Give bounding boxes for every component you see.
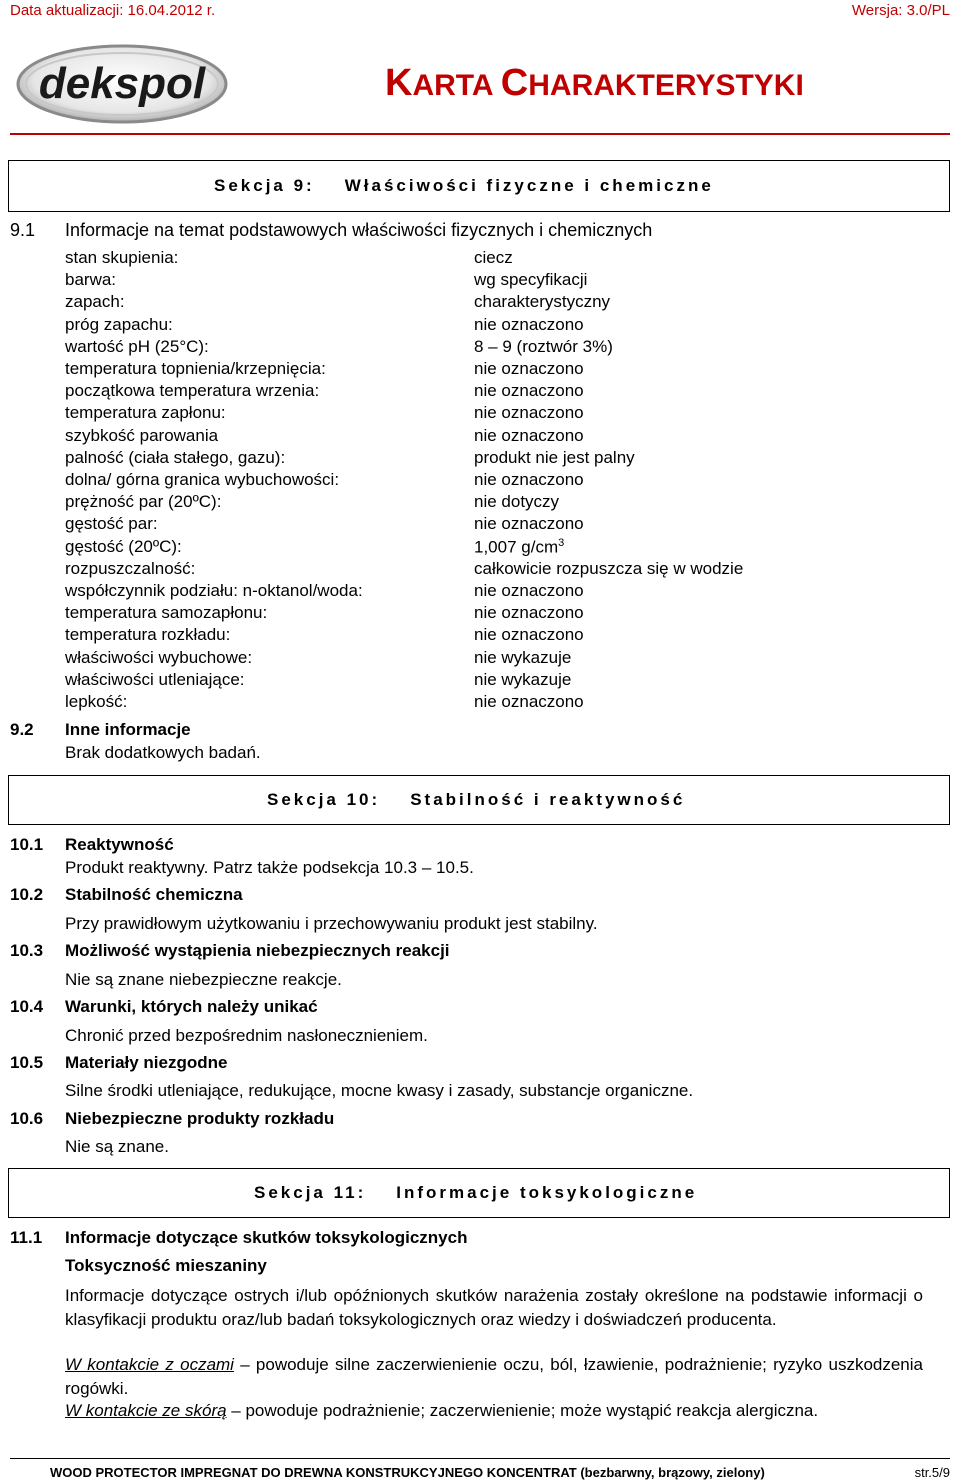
property-label: gęstość par: — [65, 514, 158, 534]
property-row — [65, 403, 905, 425]
subsection-number: 10.3 — [10, 941, 44, 960]
subsection-text: Nie są znane. — [65, 1137, 169, 1156]
property-value: ciecz — [474, 248, 513, 267]
subsection-number: 10.4 — [10, 997, 44, 1016]
property-value: charakterystyczny — [474, 292, 611, 312]
section-10-header: Sekcja 10: Stabilność i reaktywność — [8, 775, 950, 825]
property-value: nie oznaczono — [474, 470, 584, 489]
property-label: gęstość (20ºC): — [65, 536, 182, 556]
property-label: temperatura samozapłonu: — [65, 603, 268, 623]
property-row — [65, 559, 905, 581]
property-label: dolna/ górna granica wybuchowości: — [65, 470, 340, 489]
property-value: nie oznaczono — [474, 381, 584, 401]
property-row — [65, 359, 905, 381]
property-value: nie wykazuje — [474, 669, 572, 689]
density-unit-exponent: 3 — [558, 536, 565, 549]
property-label: palność (ciała stałego, gazu): — [65, 447, 286, 467]
property-value: 8 – 9 (roztwór 3%) — [474, 336, 613, 356]
subsection-9-2-text: Brak dodatkowych badań. — [65, 743, 261, 762]
property-row — [65, 315, 905, 337]
density-value — [474, 537, 564, 558]
document-title: KARTA CHARAKTERYSTYKI — [385, 62, 804, 104]
toxicity-info-paragraph: Informacje dotyczące ostrych i/lub opóźnionych skutków narażenia zostały określone na podstawie informacji o klasyfikacji produktu oraz/lub badań toksykologicznych oraz wiedzy i doświadczeń producenta. — [65, 1286, 923, 1329]
version-label: Wersja: 3.0/PL — [851, 2, 950, 19]
subsection-text: Nie są znane niebezpieczne reakcje. — [65, 970, 342, 989]
subsection-text: Chronić przed bezpośrednim nasłonecznieniem. — [65, 1026, 428, 1045]
property-value: nie oznaczono — [474, 359, 584, 378]
property-label: barwa: — [65, 270, 117, 290]
property-row — [65, 603, 905, 625]
property-value: nie wykazuje — [474, 647, 572, 667]
property-value: 1,007 g/cm — [474, 537, 559, 557]
property-label: lepkość: — [65, 692, 128, 711]
property-value: produkt nie jest palny — [474, 447, 635, 467]
subsection-number: 10.5 — [10, 1053, 44, 1072]
property-row — [65, 514, 905, 536]
property-row — [65, 448, 905, 470]
subsection-title: Możliwość wystąpienia niebezpiecznych reakcji — [65, 941, 450, 960]
subsection-9-1-number: 9.1 — [10, 220, 36, 240]
subsection-9-2-number: 9.2 — [10, 720, 34, 739]
property-label: właściwości utleniające: — [65, 669, 245, 689]
property-value: nie oznaczono — [474, 403, 584, 423]
property-label: temperatura zapłonu: — [65, 403, 226, 423]
property-row — [65, 648, 905, 670]
footer-divider — [10, 1458, 950, 1459]
property-label: szybkość parowania — [65, 425, 219, 445]
property-value: nie oznaczono — [474, 692, 584, 711]
property-value: nie oznaczono — [474, 314, 584, 334]
property-row — [65, 625, 905, 647]
property-label: wartość pH (25°C): — [65, 336, 209, 356]
property-label: stan skupienia: — [65, 248, 179, 267]
skin-contact-label: W kontakcie ze skórą — [65, 1401, 227, 1420]
subsection-9-2-title: Inne informacje — [65, 720, 191, 739]
property-label: temperatura rozkładu: — [65, 625, 231, 645]
property-value: nie oznaczono — [474, 603, 584, 623]
property-label: rozpuszczalność: — [65, 558, 196, 578]
property-label: zapach: — [65, 292, 125, 312]
property-label: właściwości wybuchowe: — [65, 647, 253, 667]
property-label: początkowa temperatura wrzenia: — [65, 381, 320, 401]
property-row — [65, 292, 905, 314]
property-value: nie oznaczono — [474, 581, 584, 600]
toxicity-mixture-title: Toksyczność mieszaniny — [65, 1256, 267, 1275]
property-row — [65, 248, 905, 270]
property-value: nie oznaczono — [474, 514, 584, 534]
property-row — [65, 381, 905, 403]
property-row — [65, 270, 905, 292]
logo-text: dekspol — [38, 59, 206, 108]
property-row — [65, 670, 905, 692]
subsection-title: Stabilność chemiczna — [65, 885, 243, 904]
property-label: próg zapachu: — [65, 314, 173, 334]
subsection-text: Przy prawidłowym użytkowaniu i przechowywaniu produkt jest stabilny. — [65, 914, 598, 933]
property-value: nie oznaczono — [474, 425, 584, 445]
property-label: temperatura topnienia/krzepnięcia: — [65, 359, 326, 378]
property-row — [65, 537, 905, 559]
subsection-number: 10.6 — [10, 1109, 44, 1128]
subsection-number: 10.2 — [10, 885, 44, 904]
subsection-text: Silne środki utleniające, redukujące, mocne kwasy i zasady, substancje organiczne. — [65, 1081, 694, 1100]
footer-product-name: WOOD PROTECTOR IMPREGNAT DO DREWNA KONSTRUKCYJNEGO KONCENTRAT (bezbarwny, brązowy, zielony) — [50, 1465, 765, 1480]
property-value: całkowicie rozpuszcza się w wodzie — [474, 558, 744, 578]
property-row — [65, 581, 905, 603]
property-row — [65, 337, 905, 359]
eye-contact-paragraph: W kontakcie z oczami – powoduje silne zaczerwienienie oczu, ból, łzawienie, podrażnienie; ryzyko uszkodzenia rogówki. — [65, 1355, 923, 1398]
subsection-title: Niebezpieczne produkty rozkładu — [65, 1109, 335, 1128]
page-number: str.5/9 — [914, 1465, 950, 1480]
header-divider — [10, 133, 950, 135]
property-row — [65, 426, 905, 448]
subsection-number: 10.1 — [10, 835, 44, 854]
subsection-text: Produkt reaktywny. Patrz także podsekcja 10.3 – 10.5. — [65, 858, 474, 877]
subsection-title: Reaktywność — [65, 835, 174, 854]
subsection-9-1-title: Informacje na temat podstawowych właściwości fizycznych i chemicznych — [65, 220, 653, 240]
skin-contact-paragraph: W kontakcie ze skórą – powoduje podrażnienie; zaczerwienienie; może wystąpić reakcja alergiczna. — [65, 1401, 819, 1420]
section-11-header: Sekcja 11: Informacje toksykologiczne — [8, 1168, 950, 1218]
property-row — [65, 692, 905, 714]
section-9-header: Sekcja 9: Właściwości fizyczne i chemiczne — [8, 160, 950, 212]
property-label: prężność par (20ºC): — [65, 492, 222, 512]
property-label: współczynnik podziału: n-oktanol/woda: — [65, 581, 363, 600]
property-value: nie oznaczono — [474, 625, 584, 645]
subsection-11-1-title: Informacje dotyczące skutków toksykologicznych — [65, 1228, 468, 1247]
subsection-11-1-number: 11.1 — [10, 1228, 43, 1247]
property-row — [65, 492, 905, 514]
dekspol-logo — [10, 40, 228, 126]
subsection-title: Warunki, których należy unikać — [65, 997, 318, 1016]
property-row — [65, 470, 905, 492]
update-date: Data aktualizacji: 16.04.2012 r. — [10, 2, 216, 19]
eye-contact-label: W kontakcie z oczami — [65, 1355, 234, 1374]
property-value: wg specyfikacji — [474, 270, 588, 290]
property-value: nie dotyczy — [474, 492, 560, 512]
subsection-title: Materiały niezgodne — [65, 1053, 228, 1072]
